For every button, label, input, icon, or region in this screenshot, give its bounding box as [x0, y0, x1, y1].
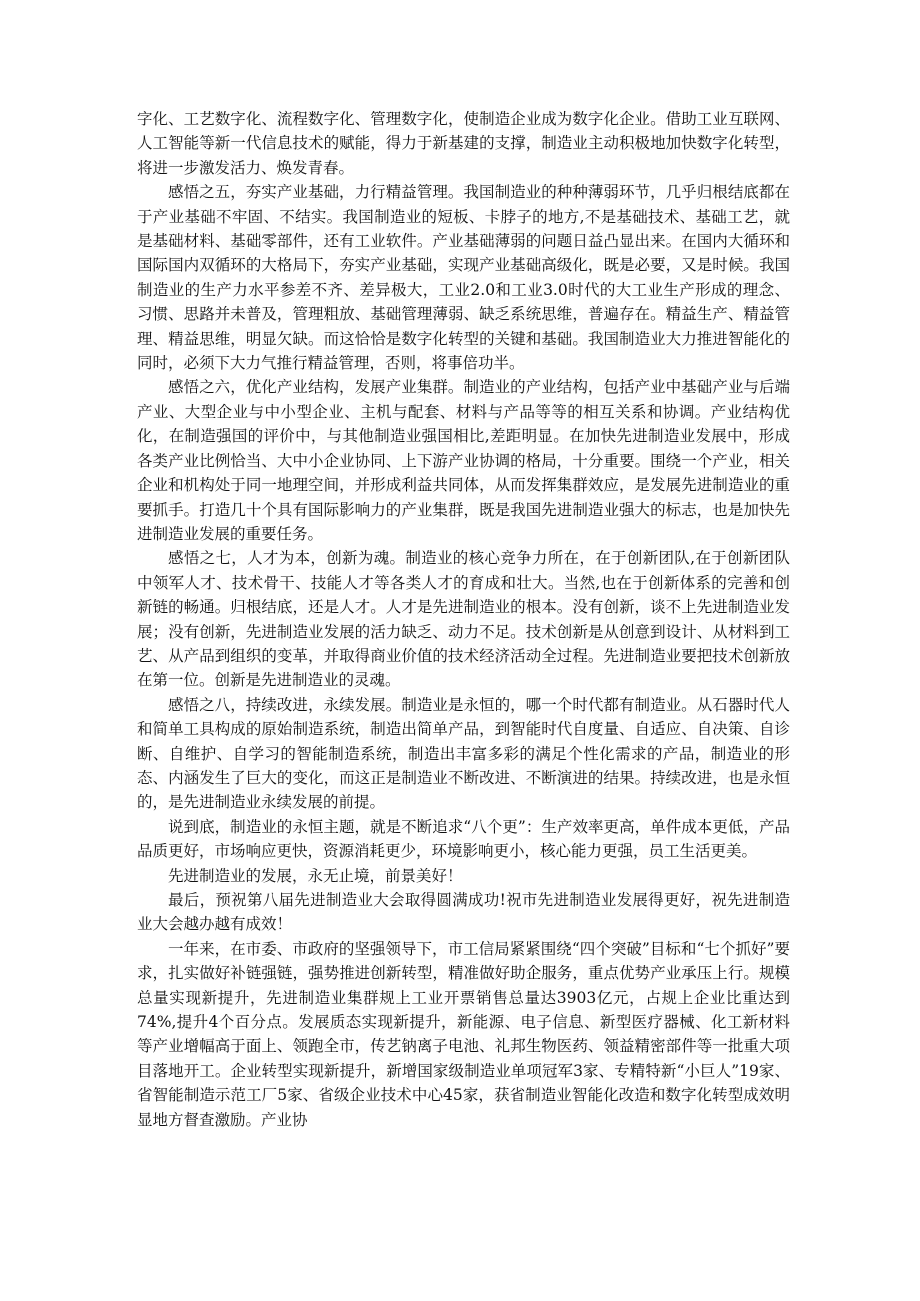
paragraph-insight-8: 感悟之八，持续改进，永续发展。制造业是永恒的，哪一个时代都有制造业。从石器时代人和简单工具构成的原始制造系统，制造出简单产品，到智能时代自度量、自适应、自决策、自诊断、自维护、自学习的智能制造系统，制造出丰富多彩的满足个性化需求的产品，制造业的形态、内涵发生了巨大的变化，而这正是制造业不断改进、不断演进的结果。持续改进，也是永恒的，是先进制造业永续发展的前提。 [137, 695, 790, 812]
document-body [137, 107, 790, 1132]
paragraph-eight-betters: 说到底，制造业的永恒主题，就是不断追求“八个更”：生产效率更高，单件成本更低，产品品质更好，市场响应更快，资源消耗更少，环境影响更小，核心能力更强，员工生活更美。 [137, 817, 790, 861]
paragraph-insight-6: 感悟之六，优化产业结构，发展产业集群。制造业的产业结构，包括产业中基础产业与后端产业、大型企业与中小型企业、主机与配套、材料与产品等等的相互关系和协调。产业结构优化，在制造强国的评价中，与其他制造业强国相比,差距明显。在加快先进制造业发展中，形成各类产业比例恰当、大中小企业协同、上下游产业协调的格局，十分重要。围绕一个产业，相关企业和机构处于同一地理空间，并形成利益共同体，从而发挥集群效应，是发展先进制造业的重要抓手。打造几十个具有国际影响力的产业集群，既是我国先进制造业强大的标志，也是加快先进制造业发展的重要任务。 [137, 378, 790, 543]
paragraph-intro: 字化、工艺数字化、流程数字化、管理数字化，使制造企业成为数字化企业。借助工业互联网、人工智能等新一代信息技术的赋能，得力于新基建的支撑，制造业主动积极地加快数字化转型，将进一步激发活力、焕发青春。 [137, 110, 790, 177]
paragraph-outlook: 先进制造业的发展，永无止境，前景美好！ [168, 866, 463, 885]
paragraph-insight-7: 感悟之七，人才为本，创新为魂。制造业的核心竞争力所在，在于创新团队,在于创新团队中领军人才、技术骨干、技能人才等各类人才的育成和壮大。当然,也在于创新体系的完善和创新链的畅通。归根结底，还是人才。人才是先进制造业的根本。没有创新，谈不上先进制造业发展；没有创新，先进制造业发展的活力缺乏、动力不足。技术创新是从创意到设计、从材料到工艺、从产品到组织的变革，并取得商业价值的技术经济活动全过程。先进制造业要把技术创新放在第一位。创新是先进制造业的灵魂。 [137, 549, 790, 690]
paragraph-insight-5: 感悟之五，夯实产业基础，力行精益管理。我国制造业的种种薄弱环节，几乎归根结底都在于产业基础不牢固、不结实。我国制造业的短板、卡脖子的地方,不是基础技术、基础工艺，就是基础材料、基础零部件，还有工业软件。产业基础薄弱的问题日益凸显出来。在国内大循环和国际国内双循环的大格局下，夯实产业基础，实现产业基础高级化，既是必要，又是时候。我国制造业的生产力水平参差不齐、差异极大，工业2.0和工业3.0时代的大工业生产形成的理念、习惯、思路并未普及，管理粗放、基础管理薄弱、缺乏系统思维，普遍存在。精益生产、精益管理、精益思维，明显欠缺。而这恰恰是数字化转型的关键和基础。我国制造业大力推进智能化的同时，必须下大力气推行精益管理，否则，将事倍功半。 [137, 183, 790, 373]
paragraph-annual-review: 一年来，在市委、市政府的坚强领导下，市工信局紧紧围绕“四个突破”目标和“七个抓好”要求，扎实做好补链强链，强势推进创新转型，精准做好助企服务，重点优势产业承压上行。规模总量实现新提升，先进制造业集群规上工业开票销售总量达3903亿元，占规上企业比重达到74%,提升4个百分点。发展质态实现新提升，新能源、电子信息、新型医疗器械、化工新材料等产业增幅高于面上、领跑全市，传艺钠离子电池、礼邦生物医药、领益精密部件等一批重大项目落地开工。企业转型实现新提升，新增国家级制造业单项冠军3家、专精特新“小巨人”19家、省智能制造示范工厂5家、省级企业技术中心45家，获省制造业智能化改造和数字化转型成效明显地方督查激励。产业协 [137, 939, 790, 1129]
paragraph-closing-wish: 最后，预祝第八届先进制造业大会取得圆满成功!祝市先进制造业发展得更好，祝先进制造业大会越办越有成效！ [137, 891, 790, 934]
